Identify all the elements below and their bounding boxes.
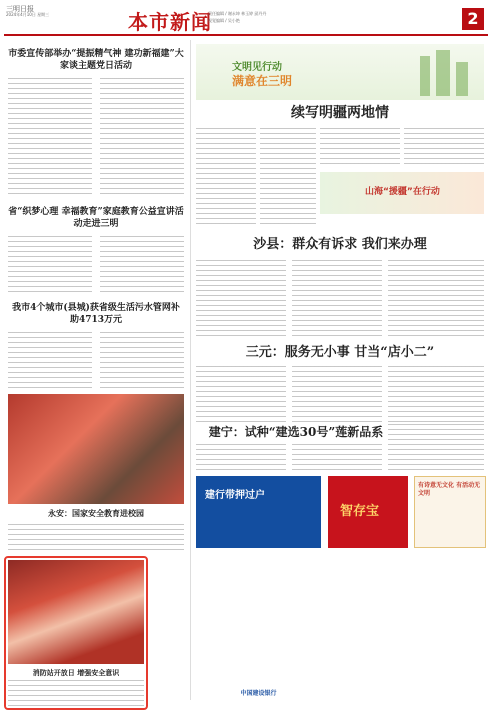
- vertical-notice-title: 有诗意无文化 有活动无文明: [418, 482, 481, 497]
- body-text-a2-col1: [8, 236, 92, 296]
- headline-a6: 续写明疆两地情: [291, 105, 389, 121]
- body-text-a7-col2: [292, 260, 382, 340]
- body-text-a8-col1: [196, 366, 286, 422]
- section-title: 本市新闻: [128, 10, 212, 34]
- headline-a4: 永安：国家安全教育进校园: [48, 508, 144, 518]
- xinjiang-aid-title: 山海“援疆”在行动: [365, 187, 440, 197]
- body-text-a5: [8, 680, 144, 706]
- banner-building: [436, 50, 450, 96]
- headline-a1: 市委宣传部举办“提振精气神 建功新福建”大家谈主题党日活动: [8, 49, 184, 71]
- body-text-a9-col1: [196, 444, 286, 472]
- designer-line: 视觉编辑 / 吴小艳: [208, 18, 240, 23]
- ccb-footer-logo: 中国建设银行: [240, 690, 277, 697]
- body-text-a7-col1: [196, 260, 286, 340]
- body-text-a6-col1: [196, 128, 256, 228]
- headline-a8: 三元：服务无小事 甘当“店小二”: [245, 345, 435, 360]
- body-text-a4: [8, 524, 184, 552]
- body-text-a9-col3: [388, 424, 484, 472]
- banner-line1: 文明见行动: [232, 62, 282, 73]
- body-text-a9-col2: [292, 444, 382, 472]
- headline-a9: 建宁：试种“建选30号”莲新品系: [208, 425, 384, 439]
- editor-credits: [208, 10, 266, 24]
- page-number: 2: [462, 8, 484, 30]
- headline-a2: 省“织梦心理 幸福教育”家庭教育公益宣讲活动走进三明: [8, 207, 184, 229]
- headline-a5: 消防站开放日 增强安全意识: [32, 668, 120, 677]
- header-rule: [4, 34, 488, 36]
- ccb-ad-title: 建行带押过户: [205, 490, 265, 501]
- banner-building: [420, 56, 430, 96]
- ccb-banner: [196, 552, 321, 700]
- body-text-a7-col3: [388, 260, 484, 340]
- fire-station-photo: [8, 560, 144, 664]
- headline-a3: 我市4个城市(县城)获省级生活污水管网补助4713万元: [12, 303, 180, 325]
- campus-safety-photo: [8, 394, 184, 504]
- body-text-a1-col1: [8, 78, 92, 196]
- body-text-a3-col2: [100, 332, 184, 388]
- body-text-a1-col2: [100, 78, 184, 196]
- editor-line: 责任编辑 / 谢永坤 林玉婷 邱丹丹: [208, 11, 267, 16]
- body-text-a6-col2: [260, 128, 316, 228]
- issue-date: 2024年4月10日 星期三: [6, 12, 50, 17]
- body-text-a8-col2: [292, 366, 382, 422]
- body-text-a3-col1: [8, 332, 92, 388]
- icbc-ad-title: 智存宝: [340, 504, 380, 519]
- newspaper-logo: 三明日报: [6, 5, 34, 13]
- column-divider: [190, 40, 191, 700]
- banner-line2: 满意在三明: [232, 74, 293, 88]
- body-text-a2-col2: [100, 236, 184, 296]
- banner-building: [456, 62, 468, 96]
- headline-a7: 沙县：群众有诉求 我们来办理: [253, 237, 427, 252]
- body-text-a6-col3: [320, 128, 400, 168]
- body-text-a6-col4: [404, 128, 484, 168]
- body-text-a8-col3: [388, 366, 484, 422]
